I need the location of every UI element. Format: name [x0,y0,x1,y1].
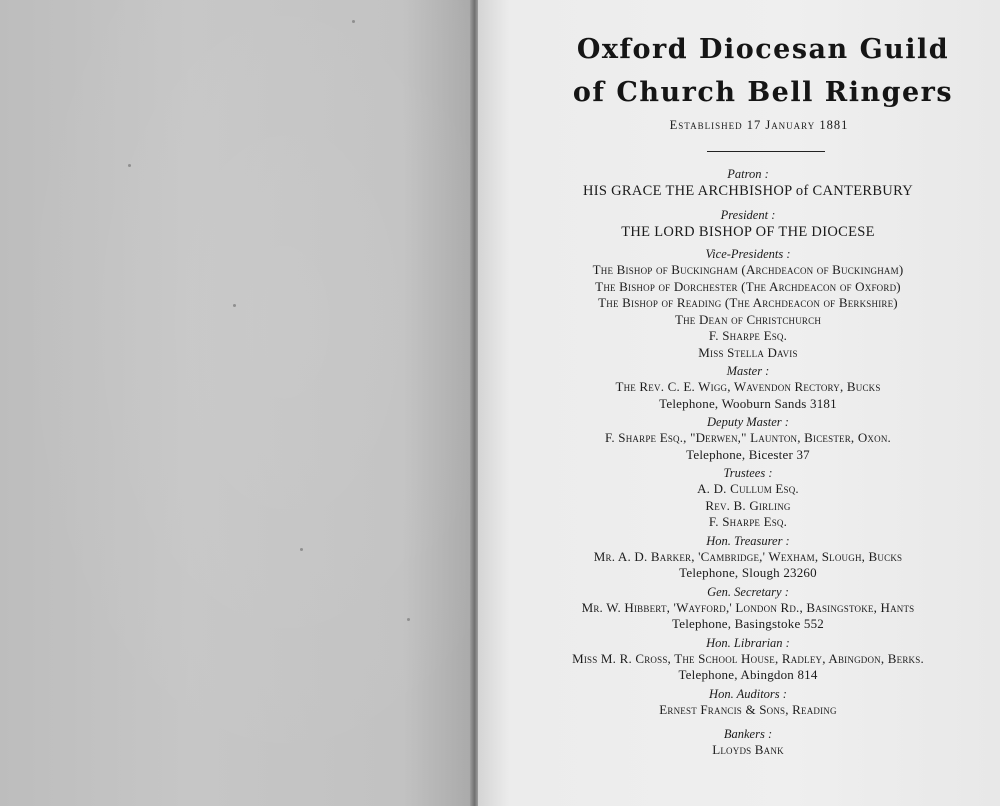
vice-president: F. Sharpe Esq. [708,328,788,343]
role-deputy-master: Deputy Master : [707,415,789,429]
master-name: The Rev. C. E. Wigg, Wavendon Rectory, Bucks [615,379,881,394]
divider-rule [707,151,825,152]
established-date: Established 17 January 1881 [669,118,849,132]
auditors-name: Ernest Francis & Sons, Reading [659,701,837,717]
treasurer-telephone: Telephone, Slough 23260 [679,565,817,580]
deputy-master-name: F. Sharpe Esq., "Derwen," Launton, Bicester, Oxon. [605,430,891,445]
master-telephone: Telephone, Wooburn Sands 3181 [659,395,837,411]
patron-name: HIS GRACE THE ARCHBISHOP of CANTERBURY [582,183,914,199]
role-secretary: Gen. Secretary : [707,584,789,599]
trustee: Rev. B. Girling [705,497,791,513]
librarian-name: Miss M. R. Cross, The School House, Radley, Abingdon, Berks. [572,650,924,666]
page-content [498,28,998,759]
paper-speck [300,548,303,551]
deputy-master-telephone: Telephone, Bicester 37 [686,446,810,462]
paper-speck [352,20,355,23]
vice-president: The Bishop of Dorchester (The Archdeacon of Oxford) [595,278,901,294]
role-auditors: Hon. Auditors : [709,686,787,701]
secretary-telephone: Telephone, Basingstoke 552 [672,616,824,631]
president-name: THE LORD BISHOP OF THE DIOCESE [621,224,875,240]
role-president: President : [720,208,776,222]
vice-president: The Dean of Christchurch [674,311,822,327]
blank-left-page [0,0,474,806]
role-librarian: Hon. Librarian : [706,635,790,650]
paper-speck [407,618,410,621]
title-page [478,0,1000,806]
trustee: A. D. Cullum Esq. [697,481,799,496]
role-vice-presidents: Vice-Presidents : [705,247,791,261]
guild-title-line-1: Oxford Diocesan Guild [576,34,950,65]
treasurer-name: Mr. A. D. Barker, 'Cambridge,' Wexham, Slough, Bucks [593,548,903,564]
bankers-name: Lloyds Bank [712,742,784,757]
role-bankers: Bankers : [723,727,773,741]
paper-speck [233,304,236,307]
vice-president: The Bishop of Buckingham (Archdeacon of Buckingham) [592,262,904,277]
paper-speck [128,164,131,167]
role-trustees: Trustees : [723,466,773,480]
librarian-telephone: Telephone, Abingdon 814 [678,667,818,682]
vice-president: The Bishop of Reading (The Archdeacon of Berkshire) [598,295,898,310]
guild-title-line-2: of Church Bell Ringers [572,77,954,108]
role-patron: Patron : [727,167,769,181]
secretary-name: Mr. W. Hibbert, 'Wayford,' London Rd., Basingstoke, Hants [581,599,915,615]
vice-president: Miss Stella Davis [698,344,798,360]
trustee: F. Sharpe Esq. [708,514,788,529]
role-master: Master : [726,364,770,378]
role-treasurer: Hon. Treasurer : [706,533,790,548]
